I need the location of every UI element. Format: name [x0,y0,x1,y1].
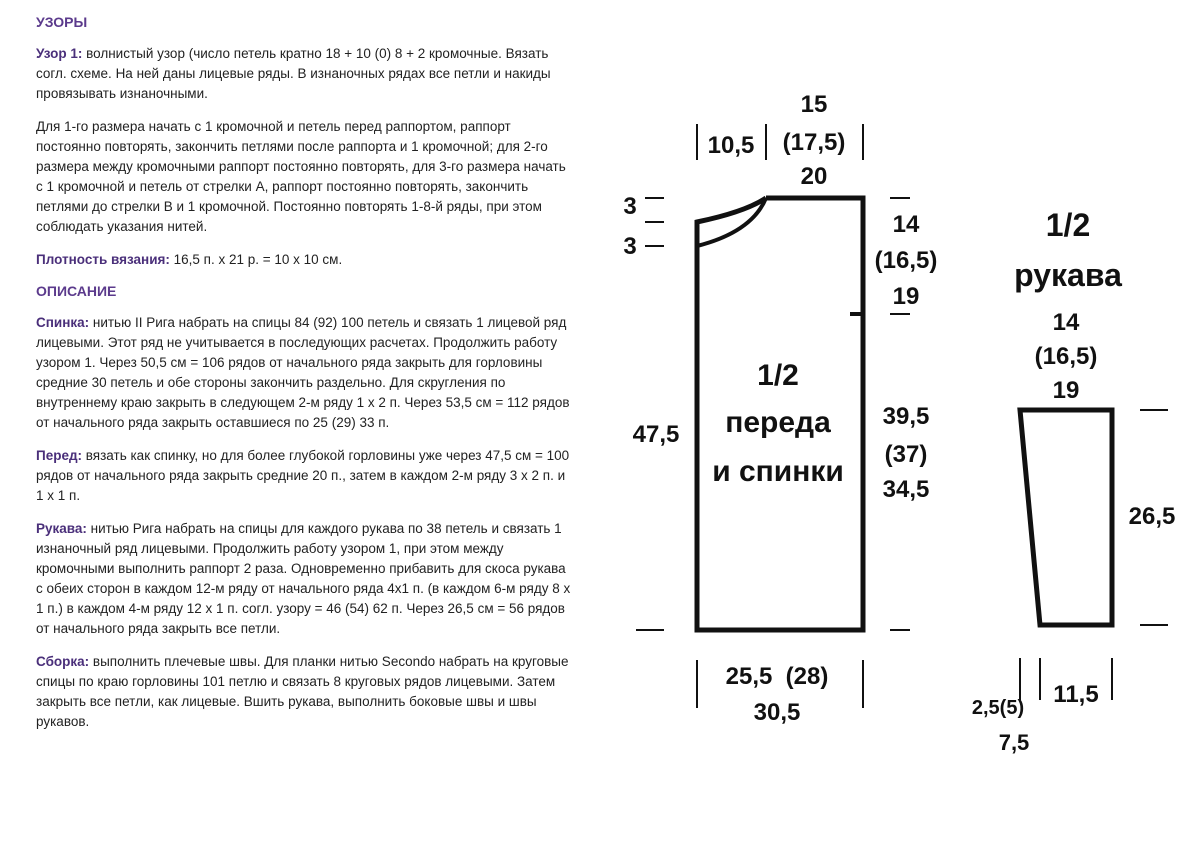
pattern1-label: Узор 1: [36,46,83,61]
body-top-right-dim-3: 20 [800,163,828,190]
sleeves-text: нитью Рига набрать на спицы для каждого рукава по 38 петель и связать 1 изнаночный ряд лицевыми. Продолжить работу узором 1, при этом между кромочными выполнить раппорт 2 раза. Одновременно прибавить для скоса рукава с обеих сторон в каждом 12-м ряду от начального ряда 4х1 п. (в каждом 6-м ряду 8 х 1 п.) в каждом 4-м ряду 12 х 1 п. согл. узору = 46 (54) 62 п. Через 26,5 см = 56 рядов от начального ряда закрыть все петли. [36,521,571,636]
body-neck-dim-2: 3 [623,233,637,260]
body-title-1: 1/2 [757,359,799,392]
description-heading: ОПИСАНИЕ [36,283,117,299]
sleeve-schematic [1020,410,1168,700]
body-right-top-dim-1: 14 [892,211,920,238]
body-neck-dim-1: 3 [623,193,637,220]
patterns-heading: УЗОРЫ [36,14,88,30]
sleeve-top-dim-3: 19 [1052,377,1080,404]
sizes-text: Для 1-го размера начать с 1 кромочной и петель перед раппортом, раппорт постоянно повторять, закончить петлями после раппорта и 1 кромочной; для 2-го размера между кромочными раппорт постоянно повторять, для 3-го размера начать с 1 кромочной и петель от стрелки А, раппорт постоянно повторять, закончить петлями до стрелки В и 1 кромочной. Постоянно повторять 1-8-й ряды, при этом соблюдать указания нитей. [36,119,566,234]
body-top-left-dim: 10,5 [707,132,755,159]
body-right-mid-dim-2: (37) [884,441,928,468]
body-bottom-dim-2: 30,5 [753,699,801,726]
body-title-2: переда [725,406,831,439]
body-top-right-dim-1: 15 [800,91,828,118]
body-right-top-dim-2: (16,5) [874,247,938,274]
pattern1-text: волнистый узор (число петель кратно 18 + 10 (0) 8 + 2 кромочные. Вязать согл. схеме. На ней даны лицевые ряды. В изнаночных рядах все петли и накиды провязывать изнаночными. [36,46,551,101]
body-right-mid-dim-1: 39,5 [882,403,930,430]
sleeve-bottom-left-dim-2: 7,5 [998,730,1030,755]
body-left-height-dim: 47,5 [632,421,680,448]
body-right-top-dim-3: 19 [892,283,920,310]
sleeve-title-1: 1/2 [1045,207,1091,243]
sleeve-outline [1020,410,1112,625]
front-text: вязать как спинку, но для более глубокой горловины уже через 47,5 см = 100 рядов от начального ряда закрыть средние 20 п., затем в каждом 2-м ряду 3 х 2 п. и 1 х 1 п. [36,448,570,503]
body-top-right-dim-2: (17,5) [782,129,846,156]
sleeve-title-2: рукава [1014,257,1122,293]
body-right-mid-dim-3: 34,5 [882,476,930,503]
back-label: Спинка: [36,315,90,330]
sleeve-top-dim-2: (16,5) [1034,343,1098,370]
assembly-text: выполнить плечевые швы. Для планки нитью Secondo набрать на круговые спицы по краю горловины 101 петлю и связать 8 круговых рядов лицевыми. Затем закрыть все петли, как лицевые. Вшить рукава, выполнить боковые швы и швы рукавов. [36,654,569,729]
assembly-label: Сборка: [36,654,90,669]
body-bottom-dim-1: 25,5 (28) [725,663,829,690]
back-text: нитью II Рига набрать на спицы 84 (92) 100 петель и связать 1 лицевой ряд лицевыми. Этот ряд не учитывается в последующих расчетах. Продолжить работу узором 1. Через 50,5 см = 106 рядов от начального ряда закрыть для горловины средние 30 петель и обе стороны закончить раздельно. Для скругления по внутреннему краю закрыть в следующем 2-м ряду 1 х 2 п. Через 53,5 см = 112 рядов от начального ряда закрыть оставшиеся по 25 (29) 33 п. [36,315,570,430]
density-label: Плотность вязания: [36,252,170,267]
sleeve-top-dim-1: 14 [1052,309,1080,336]
body-title-3: и спинки [712,455,844,488]
density-text: 16,5 п. х 21 р. = 10 х 10 см. [169,252,343,267]
front-label: Перед: [36,448,83,463]
sleeves-label: Рукава: [36,521,87,536]
sleeve-bottom-left-dim-1: 2,5(5) [971,697,1025,719]
sleeve-bottom-right-dim: 11,5 [1053,681,1099,708]
sleeve-height-dim: 26,5 [1128,503,1176,530]
body-neckline-outer [697,198,766,246]
